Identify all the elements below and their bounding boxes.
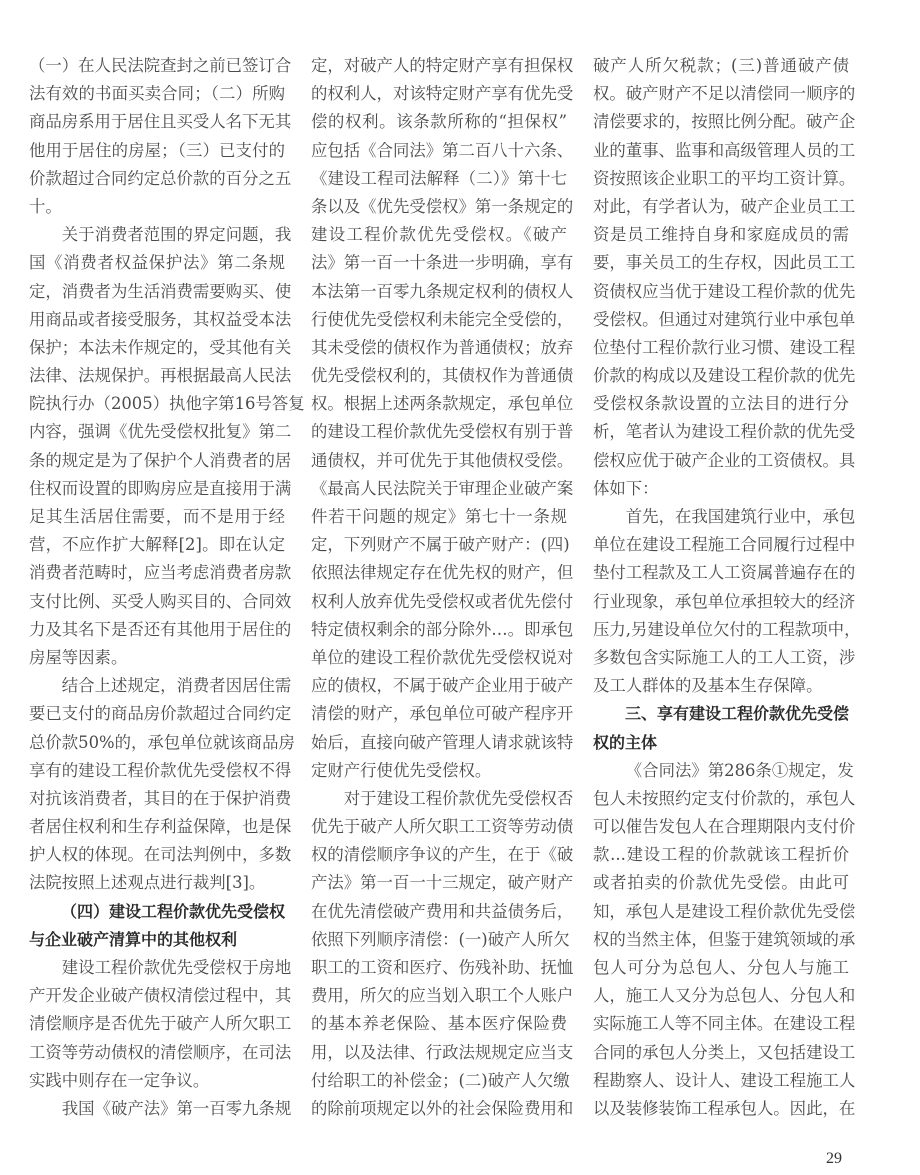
text-line: 建设工程价款优先受偿权。《破产 [311,225,567,245]
text-line: 职工的工资和医疗、伤残补助、抚恤 [311,958,574,977]
section-heading [593,700,849,756]
text-line: 位垫付工程价款行业习惯、建设工程 [593,337,856,357]
text-line: 法有效的书面买卖合同；（二）所购 [29,84,285,104]
text-line: 优先受偿权利的，其债权作为普通债 [311,366,574,386]
text-line: 定财产行使优先受偿权。 [311,760,492,780]
text-line: 权利人放弃优先受偿权或者优先偿付 [311,591,574,611]
text-line: 权。根据上述两条款规定，承包单位 [311,394,574,414]
text-line: 内容，强调《优先受偿权批复》第二 [29,422,292,442]
text-line: 法律、法规保护。再根据最高人民法 [29,366,292,386]
text-line: 条的规定是为了保护个人消费者的居 [29,450,292,470]
text-line: 通债权，并可优先于其他债权受偿。 [311,450,574,470]
text-line: 者居住权利和生存利益保障，也是保 [29,817,292,837]
text-line: 付给职工的补偿金；(二)破产人欠缴 [311,1070,570,1090]
page-number: 29 [826,1150,842,1167]
text-line: 十。 [29,196,62,216]
text-line: 单位在建设工程施工合同履行过程中 [593,535,856,555]
text-line: 我国《破产法》第一百零九条规 [61,1098,292,1118]
text-line: 程勘察人、设计人、建设工程施工人 [593,1070,856,1090]
text-line: 对此，有学者认为，破产企业员工工 [593,196,856,216]
text-line: 体如下： [593,478,659,498]
paragraph [29,221,305,672]
text-column-1 [29,52,305,1123]
text-column-2 [311,52,574,1123]
text-line: 优先于破产人所欠职工工资等劳动债 [311,817,574,837]
text-line: 费用，所欠的应当划入职工个人账户 [311,986,574,1006]
text-line: 压力,另建设单位欠付的工程款项中， [593,619,861,639]
text-line: 依照法律规定存在优先权的财产，但 [311,563,574,583]
text-line: 权的清偿顺序争议的产生，在于《破 [311,845,574,865]
text-line: 人，施工人又分为总包人、分包人和 [593,986,856,1006]
text-line: 产法》第一百一十三规定，破产财产 [311,873,574,893]
text-line: 力及其名下是否还有其他用于居住的 [29,619,292,639]
text-line: 定，对破产人的特定财产享有担保权 [311,56,574,75]
text-line: 工资等劳动债权的清偿顺序，在司法 [29,1042,292,1062]
text-line: 资债权应当优于建设工程价款的优先 [593,281,856,301]
text-line: 价款超过合同约定总价款的百分之五 [29,168,292,188]
text-line: 清偿顺序是否优先于破产人所欠职工 [29,1014,292,1034]
text-line: 偿权应优于破产企业的工资债权。具 [593,450,856,470]
paragraph [29,954,292,1095]
text-line: 支付比例、买受人购买目的、合同效 [29,591,292,611]
text-line: 《合同法》第286条①规定，发 [625,760,854,780]
text-line: 知，承包人是建设工程价款优先受偿 [593,901,856,921]
text-line: 保护；本法未作规定的，受其他有关 [29,337,292,357]
text-line: 结合上述规定，消费者因居住需 [61,676,292,696]
text-line: 实践中则存在一定争议。 [29,1070,210,1090]
text-line: 国《消费者权益保护法》第二条规 [29,253,285,273]
paragraph [593,757,856,1123]
text-line: 产开发企业破产债权清偿过程中，其 [29,986,292,1006]
text-line: 三、享有建设工程价款优先受偿 [625,704,850,724]
text-line: 要，事关员工的生存权，因此员工工 [593,253,856,273]
text-line: 垫付工程款及工人工资属普遍存在的 [593,563,856,583]
text-line: 与企业破产清算中的其他权利 [29,929,238,949]
text-line: 以及装修装饰工程承包人。因此，在 [593,1098,856,1118]
text-line: 消费者范畴时，应当考虑消费者房款 [29,563,292,583]
text-line: 《最高人民法院关于审理企业破产案 [311,478,574,498]
text-line: （四）建设工程价款优先受偿权 [61,901,286,921]
text-line: 业的董事、监事和高级管理人员的工 [593,140,856,160]
text-line: 及工人群体的及基本生存保障。 [593,676,823,696]
text-line: 住权而设置的即购房应是直接用于满 [29,478,292,498]
text-line: 受偿权。但通过对建筑行业中承包单 [593,309,856,329]
text-line: 包人可分为总包人、分包人与施工 [593,958,849,977]
text-line: 定，下列财产不属于破产财产：(四) [311,535,570,555]
text-line: 受偿权条款设置的立法目的进行分 [593,394,849,414]
text-line: 权。破产财产不足以清偿同一顺序的 [593,84,856,104]
text-line: 护人权的体现。在司法判例中，多数 [29,845,292,865]
text-line: 包人未按照约定支付价款的，承包人 [593,788,856,808]
text-line: 足其生活居住需要，而不是用于经 [29,507,285,526]
text-line: 的建设工程价款优先受偿权有别于普 [311,422,574,442]
text-line: 关于消费者范围的界定问题，我 [61,225,292,245]
text-line: 资按照该企业职工的平均工资计算。 [593,168,856,188]
text-line: 破产人所欠税款；(三)普通破产债 [593,56,849,75]
text-line: 其未受偿的债权作为普通债权；放弃 [311,337,574,357]
text-line: 商品房系用于居住且买受人名下无其 [29,112,292,132]
text-line: 条以及《优先受偿权》第一条规定的 [311,196,574,216]
paragraph [311,52,574,785]
text-line: 件若干问题的规定》第七十一条规 [311,507,567,526]
text-line: 资是员工维持自身和家庭成员的需 [593,225,849,245]
text-line: 定，消费者为生活消费需要购买、使 [29,281,292,301]
paragraph [29,1095,292,1123]
paragraph [311,785,574,1123]
text-line: 对于建设工程价款优先受偿权否 [343,788,574,808]
text-line: 总价款50%的，承包单位就该商品房 [29,732,295,752]
text-line: 对抗该消费者，其目的在于保护消费 [29,788,292,808]
text-line: 始后，直接向破产管理人请求就该特 [311,732,574,752]
text-line: 实际施工人等不同主体。在建设工程 [593,1014,856,1034]
section-heading [29,898,285,954]
text-line: 法院按照上述观点进行裁判[3]。 [29,873,266,893]
text-line: 单位的建设工程价款优先受偿权说对 [311,647,574,667]
paragraph [593,52,856,503]
text-line: 院执行办（2005）执他字第16号答复 [29,394,305,414]
text-line: 营，不应作扩大解释[2]。即在认定 [29,535,285,555]
text-line: 用商品或者接受服务，其权益受本法 [29,309,292,329]
text-line: 本法第一百零九条规定权利的债权人 [311,281,574,301]
text-line: 首先，在我国建筑行业中，承包 [625,507,856,526]
text-line: 在优先清偿破产费用和共益债务后， [311,901,574,921]
text-line: 行使优先受偿权利未能完全受偿的， [311,309,574,329]
text-line: 的权利人，对该特定财产享有优先受 [311,84,574,104]
text-line: 的基本养老保险、基本医疗保险费 [311,1014,567,1034]
text-line: 偿的权利。该条款所称的“担保权” [311,112,567,132]
text-line: 合同的承包人分类上，又包括建设工 [593,1042,856,1062]
text-line: 权的主体 [593,732,658,752]
text-line: 他用于居住的房屋；（三）已支付的 [29,140,285,160]
text-line: （一）在人民法院查封之前已签订合 [29,56,292,75]
paragraph [29,52,292,221]
text-line: 应的债权，不属于破产企业用于破产 [311,676,574,696]
paragraph [29,672,295,898]
text-line: 应包括《合同法》第二百八十六条、 [311,140,574,160]
text-line: 清偿要求的，按照比例分配。破产企 [593,112,856,132]
text-line: 清偿的财产，承包单位可破产程序开 [311,704,574,724]
text-line: 享有的建设工程价款优先受偿权不得 [29,760,292,780]
text-line: 可以催告发包人在合理期限内支付价 [593,817,856,837]
text-line: 用，以及法律、行政法规规定应当支 [311,1042,574,1062]
text-line: 房屋等因素。 [29,647,128,667]
text-column-3 [593,52,861,1123]
text-line: 建设工程价款优先受偿权于房地 [61,958,292,977]
text-line: 行业现象，承包单位承担较大的经济 [593,591,856,611]
text-line: 要已支付的商品房价款超过合同约定 [29,704,292,724]
text-line: 依照下列顺序清偿：(一)破产人所欠 [311,929,570,949]
text-line: 《建设工程司法解释（二）》第十七 [311,168,567,188]
text-line: 特定债权剩余的部分除外…。即承包 [311,619,574,639]
text-line: 法》第一百一十条进一步明确，享有 [311,253,574,273]
text-line: 权的当然主体，但鉴于建筑领域的承 [593,929,856,949]
text-line: 款...建设工程的价款就该工程折价 [593,845,849,865]
text-line: 价款的构成以及建设工程价款的优先 [593,366,856,386]
paragraph [593,503,861,700]
text-line: 或者拍卖的价款优先受偿。由此可 [593,873,849,893]
text-line: 的除前项规定以外的社会保险费用和 [311,1098,574,1118]
text-line: 析，笔者认为建设工程价款的优先受 [593,422,856,442]
text-line: 多数包含实际施工人的工人工资，涉 [593,647,856,667]
